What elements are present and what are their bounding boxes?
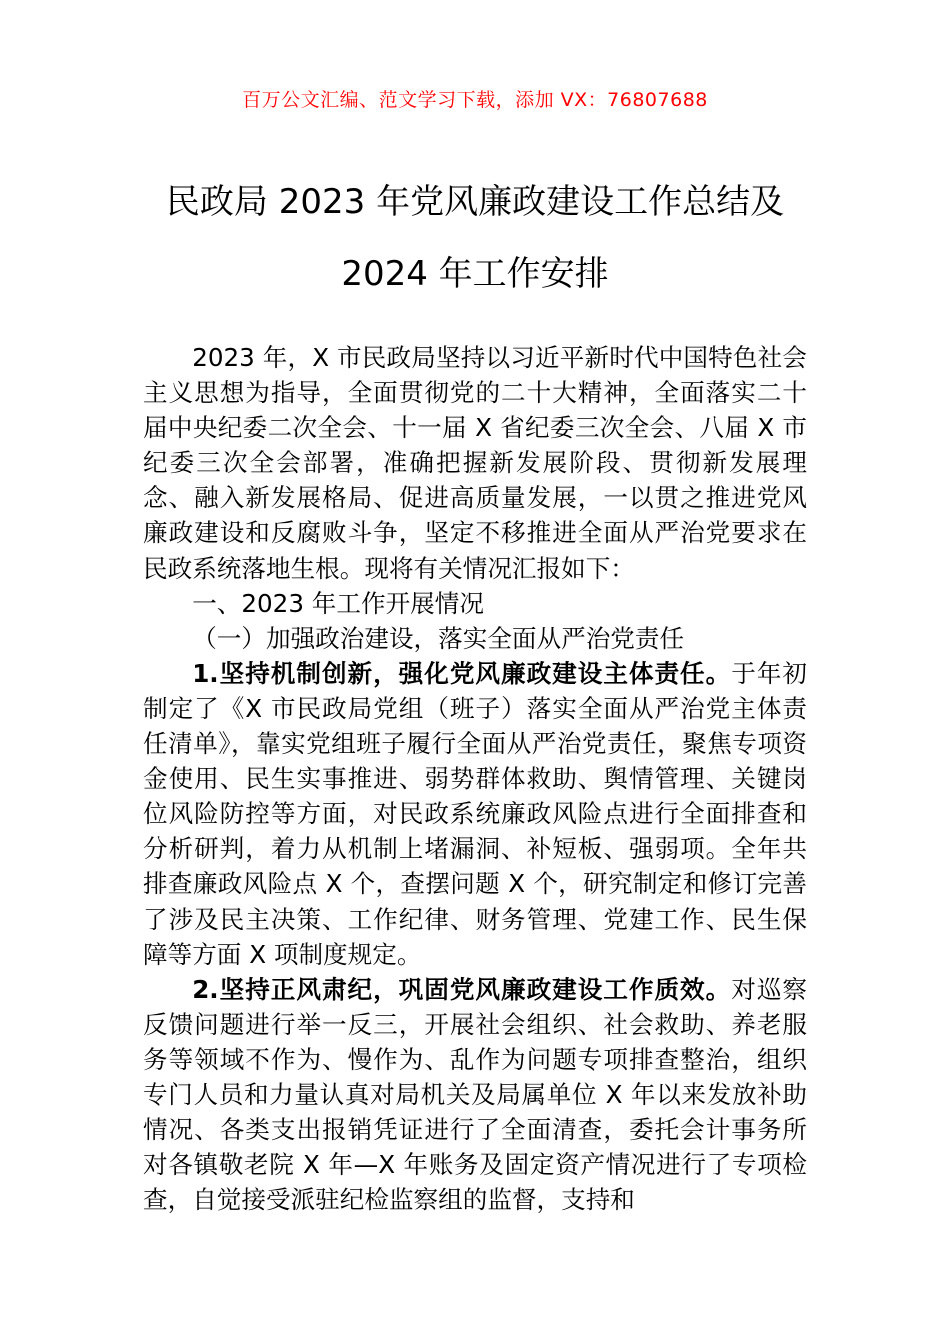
item-1-lead: 1.坚持机制创新，强化党风廉政建设主体责任。	[192, 658, 732, 688]
watermark-banner: 百万公文汇编、范文学习下载，添加 VX：76807688	[242, 89, 708, 111]
item-1-paragraph	[143, 656, 807, 972]
document-title-line-2: 2024 年工作安排	[341, 254, 609, 294]
item-1-body: 于年初制定了《X 市民政局党组（班子）落实全面从严治党主体责任清单》，靠实党组班子履行全面从严治党责任，聚焦专项资金使用、民生实事推进、弱势群体救助、舆情管理、关键岗位风险防控等方面，对民政系统廉政风险点进行全面排查和分析研判，着力从机制上堵漏洞、补短板、强弱项。全年共排查廉政风险点 X 个，查摆问题 X 个，研究制定和修订完善了涉及民主决策、工作纪律、财务管理、党建工作、民生保障等方面 X 项制度规定。	[143, 658, 807, 969]
item-2-body: 对巡察反馈问题进行举一反三，开展社会组织、社会救助、养老服务等领域不作为、慢作为、乱作为问题专项排查整治，组织专门人员和力量认真对局机关及局属单位 X 年以来发放补助情况、各类支出报销凭证进行了全面清查，委托会计事务所对各镇敬老院 X 年—X 年账务及固定资产情况进行了专项检查，自觉接受派驻纪检监察组的监督，支持和	[143, 974, 807, 1215]
intro-paragraph: 2023 年，X 市民政局坚持以习近平新时代中国特色社会主义思想为指导，全面贯彻党的二十大精神，全面落实二十届中央纪委二次全会、十一届 X 省纪委三次全会、八届 X 市纪委三次全会部署，准确把握新发展阶段、贯彻新发展理念、融入新发展格局、促进高质量发展，一以贯之推进党风廉政建设和反腐败斗争，坚定不移推进全面从严治党要求在民政系统落地生根。现将有关情况汇报如下：	[143, 343, 807, 583]
document-title-line-1: 民政局 2023 年党风廉政建设工作总结及	[165, 182, 785, 222]
section-heading-1: 一、2023 年工作开展情况	[192, 588, 484, 618]
document-body	[143, 340, 807, 1217]
item-2-lead: 2.坚持正风肃纪，巩固党风廉政建设工作质效。	[192, 974, 732, 1004]
subsection-heading-1: （一）加强政治建设，落实全面从严治党责任	[192, 623, 685, 653]
item-2-paragraph	[143, 972, 807, 1218]
